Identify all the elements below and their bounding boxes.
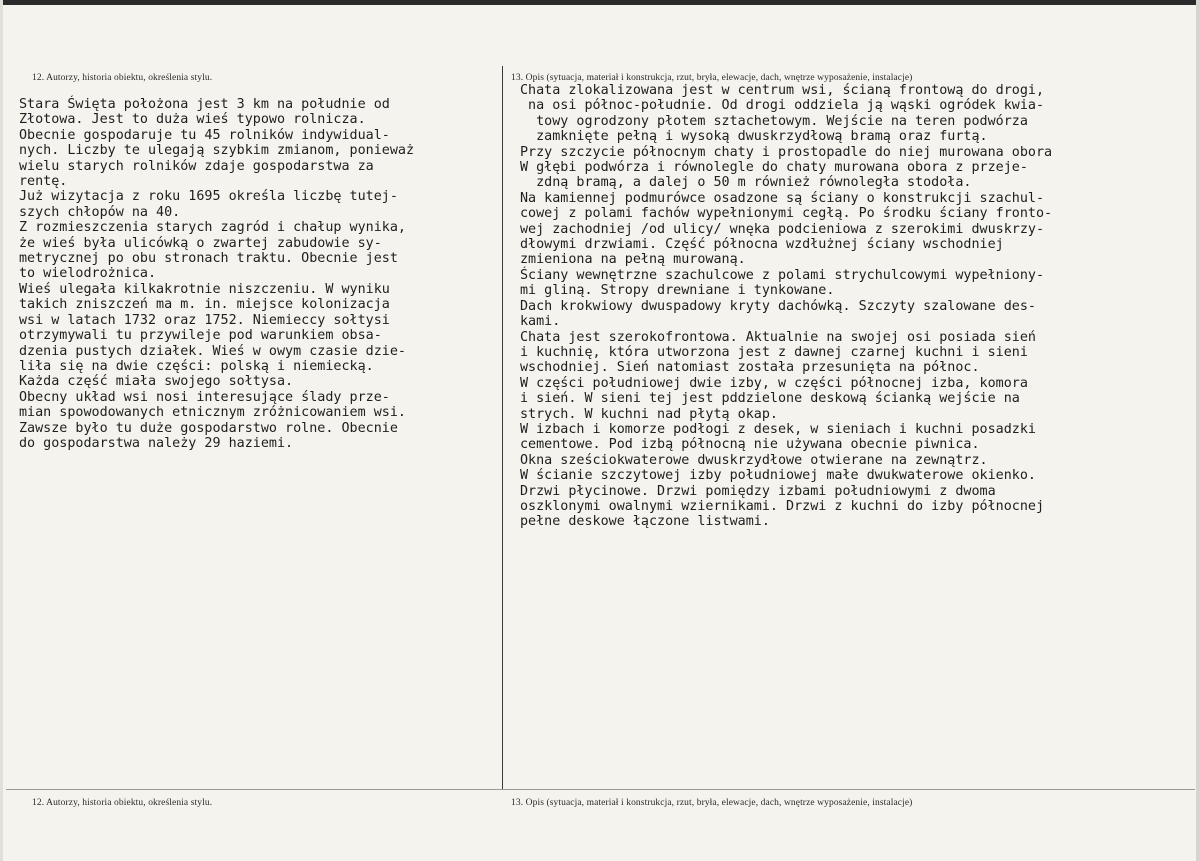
typed-line: że wieś była ulicówką o zwartej zabudowie sy- (19, 235, 382, 251)
footer-divider (6, 789, 1195, 790)
typed-line: Z rozmieszczenia starych zagród i chałup wynika, (19, 220, 406, 236)
typed-line: do gospodarstwa należy 29 haziemi. (19, 435, 294, 451)
typed-line: W części południowej dwie izby, w części północnej izba, komora (520, 375, 1028, 391)
typed-line: oszklonymi owalnymi wziernikami. Drzwi z kuchni do izby północnej (520, 498, 1045, 514)
typed-line: rentę. (19, 174, 68, 190)
typed-line: Drzwi płycinowe. Drzwi pomiędzy izbami południowymi z dwoma (520, 483, 996, 499)
typed-line: zdną bramą, a dalej o 50 m również równoległa stodoła. (520, 175, 972, 191)
typed-line: wej zachodniej /od ulicy/ wnęka podcieniowa z szerokimi dwuskrzy- (520, 221, 1045, 237)
typed-line: Okna sześciokwaterowe dwuskrzydłowe otwierane na zewnątrz. (520, 452, 988, 468)
typed-line: otrzymywali tu przywileje pod warunkiem obsa- (19, 328, 382, 344)
typed-line: W izbach i komorze podłogi z desek, w sieniach i kuchni posadzki (520, 421, 1036, 437)
typed-line: W ścianie szczytowej izby południowej małe dwukwaterowe okienko. (520, 468, 1036, 484)
typed-line: Chata jest szerokofrontowa. Aktualnie na swojej osi posiada sień (520, 329, 1036, 345)
typed-line: towy ogrodzony płotem sztachetowym. Wejście na teren podwórza (520, 113, 1028, 129)
column-divider (502, 66, 503, 790)
typed-line: Dach krokwiowy dwuspadowy kryty dachówką. Szczyty szalowane des- (520, 298, 1036, 314)
typed-line: zamknięte pełną i wysoką dwuskrzydłową bramą oraz furtą. (520, 129, 988, 145)
typed-line: wschodniej. Sień natomiast została przesunięta na północ. (520, 360, 980, 376)
typed-line: szych chłopów na 40. (19, 204, 181, 220)
scan-top-edge (0, 0, 1199, 5)
typed-line: Już wizytacja z roku 1695 określa liczbę tutej- (19, 189, 398, 205)
typed-line: Ściany wewnętrzne szachulcowe z polami strychulcowymi wypełniony- (520, 267, 1045, 283)
typed-line: i sień. W sieni tej jest pddzielone deskową ścianką wejście na (520, 391, 1020, 407)
footer-section-13-heading: 13. Opis (sytuacja, materiał i konstrukcja, rzut, bryła, elewacje, dach, wnętrze wyposażenie, instalacje) (511, 798, 913, 808)
typed-line: cowej z polami fachów wypełnionymi cegłą. Po środku ściany fronto- (520, 206, 1053, 222)
typed-line: mian spowodowanych etnicznym zróżnicowaniem wsi. (19, 405, 406, 421)
typed-line: metrycznej po obu stronach traktu. Obecnie jest (19, 251, 398, 267)
section-12-typed-text (19, 97, 414, 451)
section-13-typed-text (520, 83, 1052, 530)
typed-line: Wieś ulegała kilkakrotnie niszczeniu. W wyniku (19, 281, 390, 297)
typed-line: wsi w latach 1732 oraz 1752. Niemieccy sołtysi (19, 312, 390, 328)
typed-line: cementowe. Pod izbą północną nie używana obecnie piwnica. (520, 437, 980, 453)
typed-line: pełne deskowe łączone listwami. (520, 514, 770, 530)
typed-line: zmieniona na pełną murowaną. (520, 252, 746, 268)
typed-line: strych. W kuchni nad płytą okap. (520, 406, 778, 422)
typed-line: Każda część miała swojego sołtysa. (19, 374, 294, 390)
typed-line: Złotowa. Jest to duża wieś typowo rolnicza. (19, 112, 366, 128)
typed-line: i kuchnię, która utworzona jest z dawnej czarnej kuchni i sieni (520, 344, 1028, 360)
typed-line: Stara Święta położona jest 3 km na południe od (19, 97, 390, 112)
typed-line: na osi północ-południe. Od drogi oddziela ją wąski ogródek kwia- (520, 98, 1045, 114)
typed-line: Przy szczycie północnym chaty i prostopadle do niej murowana obora (520, 144, 1053, 160)
typed-line: wielu starych rolników zdaje gospodarstwa za (19, 158, 374, 174)
typed-line: takich zniszczeń ma m. in. miejsce kolonizacja (19, 297, 390, 313)
typed-line: Obecny układ wsi nosi interesujące ślady prze- (19, 389, 390, 405)
typed-line: dzenia pustych działek. Wieś w owym czasie dzie- (19, 343, 406, 359)
typed-line: nych. Liczby te ulegają szybkim zmianom, ponieważ (19, 143, 415, 159)
section-13-heading: 13. Opis (sytuacja, materiał i konstrukcja, rzut, bryła, elewacje, dach, wnętrze wyposażenie, instalacje) (511, 73, 913, 83)
typed-line: Zawsze było tu duże gospodarstwo rolne. Obecnie (19, 420, 398, 436)
typed-line: liła się na dwie części: polską i niemiecką. (19, 358, 374, 374)
typed-line: to wielodrożnica. (19, 266, 157, 282)
typed-line: mi gliną. Stropy drewniane i tynkowane. (520, 283, 835, 299)
footer-section-12-heading: 12. Autorzy, historia obiektu, określenia stylu. (32, 798, 213, 808)
typed-line: W głębi podwórza i równolegle do chaty murowana obora z przeje- (520, 160, 1028, 176)
typed-line: Na kamiennej podmurówce osadzone są ściany o konstrukcji szachul- (520, 190, 1045, 206)
scan-left-edge (0, 0, 3, 861)
section-12-heading: 12. Autorzy, historia obiektu, określenia stylu. (32, 73, 213, 83)
typed-line: Obecnie gospodaruje tu 45 rolników indywidual- (19, 127, 390, 143)
typed-line: kami. (520, 314, 561, 330)
typed-line: Chata zlokalizowana jest w centrum wsi, ścianą frontową do drogi, (520, 83, 1045, 98)
typed-line: dłowymi drzwiami. Część północna wzdłużnej ściany wschodniej (520, 237, 1004, 253)
